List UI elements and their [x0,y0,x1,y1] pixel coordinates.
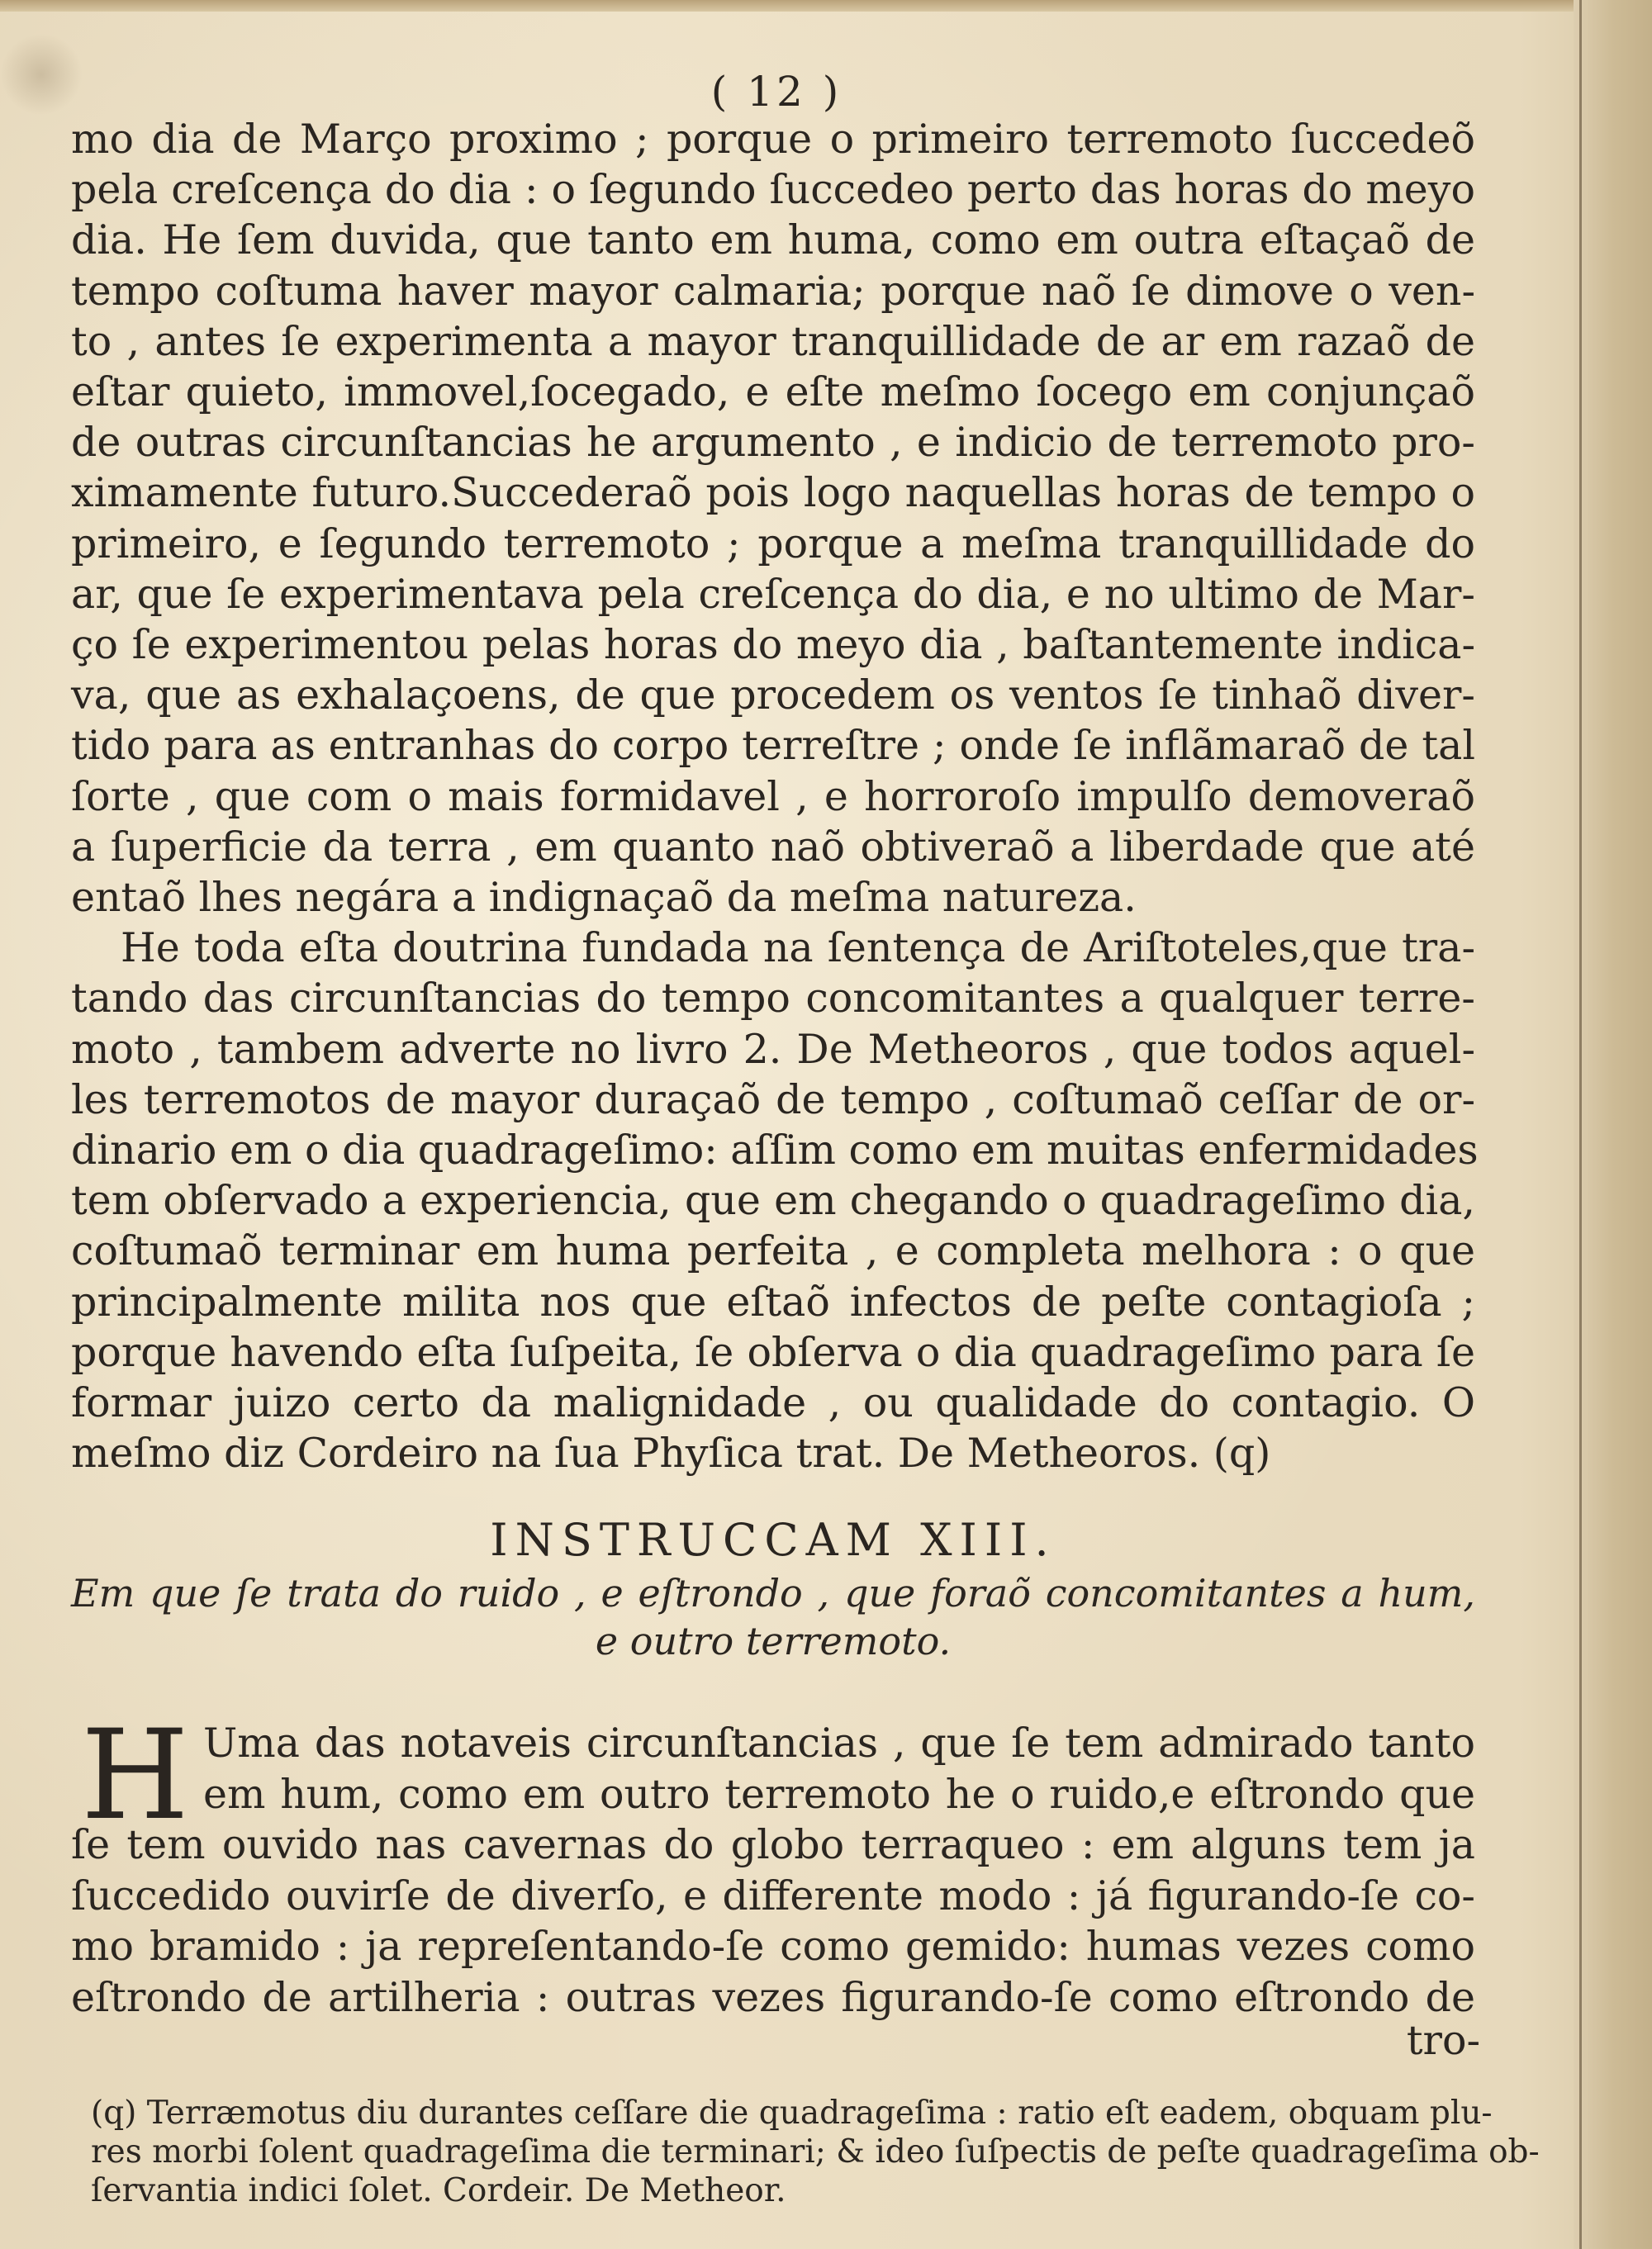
section-heading: INSTRUCCAM XIII. [490,1514,1056,1566]
body-line: de outras circunſtancias he argumento , e indicio de terremoto pro- [71,419,1475,467]
ink-stain [0,33,83,116]
page-number: ( 12 ) [710,68,843,116]
main-body-text [71,114,1479,1478]
body-line: He toda eſta doutrina fundada na ſentença de Ariſtoteles,que tra- [121,924,1475,972]
section-line: Uma das notaveis circunſtancias , que ſe tem admirado tanto [203,1720,1475,1767]
section-line: em hum, como em outro terremoto he o ruido,e eſtrondo que [203,1770,1475,1818]
section-subtitle [71,1569,1475,1665]
section-body-text [71,1704,1475,2023]
body-line: moto , tambem adverte no livro 2. De Metheoros , que todos aquel- [71,1025,1475,1073]
subtitle-line: e outro terremoto. [595,1619,952,1663]
body-line: pela creſcença do dia : o ſegundo ſuccedeo perto das horas do meyo [71,166,1475,214]
footnote-line: ſervantia indici ſolet. Cordeir. De Metheor. [91,2172,786,2209]
body-line: tido para as entranhas do corpo terreſtre ; onde ſe inflãmaraõ de tal [71,722,1475,770]
section-line: mo bramido : ja repreſentando-ſe como gemido: humas vezes como [71,1923,1475,1970]
body-line: ximamente futuro.Succederaõ pois logo naquellas horas de tempo o [71,469,1475,517]
body-line: tempo coſtuma haver mayor calmaria; porque naõ ſe dimove o ven- [71,267,1475,315]
body-line: a ſuperficie da terra , em quanto naõ obtiveraõ a liberdade que até [71,823,1475,871]
body-line: primeiro, e ſegundo terremoto ; porque a meſma tranquillidade do [71,520,1475,567]
body-line: tem obſervado a experiencia, que em chegando o quadrageſimo dia, [71,1177,1475,1225]
body-line: meſmo diz Cordeiro na ſua Phyſica trat. De Metheoros. (q) [71,1430,1271,1478]
body-line: principalmente milita nos que eſtaõ infectos de peſte contagioſa ; [71,1278,1475,1326]
footnote-line: res morbi ſolent quadrageſima die terminari; & ideo ſuſpectis de peſte quadrageſima ob- [91,2133,1540,2171]
body-line: eſtar quieto, immovel,ſocegado, e eſte meſmo ſocego em conjunçaõ [71,368,1475,416]
page-top-edge [0,0,1652,12]
footnote [91,2094,1540,2210]
body-line: tando das circunſtancias do tempo concomitantes a qualquer terre- [71,975,1475,1022]
body-line: formar juizo certo da malignidade , ou qualidade do contagio. O [71,1379,1475,1427]
body-line: mo dia de Março proximo ; porque o primeiro terremoto ſuccedeõ [71,116,1475,163]
body-line: porque havendo eſta ſuſpeita, ſe obſerva o dia quadrageſimo para ſe [71,1328,1475,1376]
section-line: ſuccedido ouvirſe de diverſo, e differente modo : já figurando-ſe co- [71,1872,1475,1919]
body-line: coſtumaõ terminar em huma perfeita , e completa melhora : o que [71,1227,1475,1275]
drop-cap: H [81,1704,189,1848]
section-line: ſe tem ouvido nas cavernas do globo terraqueo : em alguns tem ja [71,1821,1475,1868]
gutter-line [1579,0,1582,2249]
body-line: to , antes ſe experimenta a mayor tranquillidade de ar em razaõ de [71,317,1475,365]
body-line: les terremotos de mayor duraçaõ de tempo , coſtumaõ ceſſar de or- [71,1075,1475,1123]
section-line: eſtrondo de artilheria : outras vezes figurando-ſe como eſtrondo de [71,1973,1475,2021]
body-line: dia. He ſem duvida, que tanto em huma, como em outra eſtaçaõ de [71,216,1475,264]
body-line: dinario em o dia quadrageſimo: aſſim como em muitas enfermidades [71,1127,1479,1174]
body-line: ſorte , que com o mais formidavel , e horroroſo impulſo demoveraõ [71,772,1475,820]
body-line: ar, que ſe experimentava pela creſcença do dia, e no ultimo de Mar- [71,570,1475,618]
subtitle-line: Em que ſe trata do ruido , e eſtrondo , que foraõ concomitantes a hum, [71,1571,1475,1616]
body-line: entaõ lhes negára a indignaçaõ da meſma natureza. [71,874,1137,922]
binding-gutter [1574,0,1652,2249]
body-line: ço ſe experimentou pelas horas do meyo dia , baſtantemente indica- [71,621,1475,669]
catchword: tro- [1406,2017,1480,2064]
body-line: va, que as exhalaçoens, de que procedem os ventos ſe tinhaõ diver- [71,671,1475,719]
footnote-line: (q) Terræmotus diu durantes ceſſare die quadrageſima : ratio eſt eadem, obquam plu- [91,2095,1493,2132]
